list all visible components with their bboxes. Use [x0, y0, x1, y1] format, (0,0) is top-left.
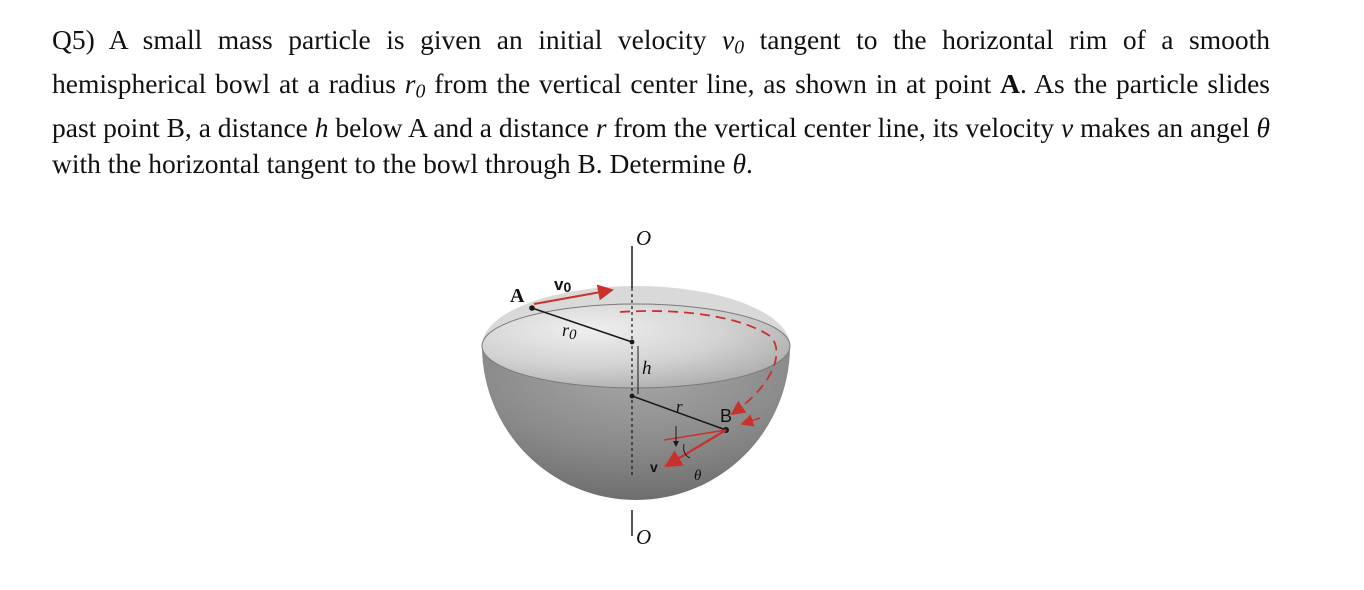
- variable-r0: $r_0$: [404, 67, 426, 103]
- label-point-b: B: [720, 406, 733, 426]
- bowl-inner-surface: [482, 304, 790, 388]
- question-segment-5: below A and a distance: [328, 111, 596, 143]
- variable-v: v: [1060, 111, 1074, 143]
- label-v0: v0: [554, 275, 572, 295]
- bowl-diagram: [470, 218, 810, 558]
- variable-r: r: [595, 111, 607, 143]
- label-h: h: [642, 358, 652, 379]
- question-segment-3: from the vertical center line, as shown in at point: [425, 67, 1001, 99]
- variable-v0: $v_0$: [722, 24, 745, 59]
- hemispherical-bowl-figure: [470, 218, 810, 558]
- variable-h: h: [314, 111, 329, 143]
- point-a-dot: [529, 305, 535, 311]
- label-v: v: [650, 459, 658, 475]
- label-top-o: O: [636, 226, 652, 250]
- label-r: r: [676, 397, 683, 416]
- question-segment-1: A small mass particle is given an initial velocity: [108, 24, 722, 55]
- question-number: Q5): [52, 24, 95, 55]
- label-r0: r0: [562, 320, 577, 343]
- question-segment-2: tangent to the horizontal rim of a smooth hemispherical bowl at a radius: [52, 24, 1270, 99]
- label-point-a: A: [510, 285, 525, 307]
- label-theta: θ: [694, 468, 702, 484]
- question-segment-6: from the vertical center line, its velocity: [606, 111, 1061, 143]
- question-text: [52, 22, 1270, 183]
- question-segment-8: with the horizontal tangent to the bowl through B. Determine: [52, 148, 733, 180]
- question-segment-7: makes an angel: [1073, 111, 1257, 143]
- variable-theta: θ: [1256, 111, 1270, 143]
- variable-theta-2: θ: [732, 148, 746, 180]
- rim-center-dot: [630, 340, 635, 345]
- question-segment-9: .: [746, 148, 753, 180]
- point-a-label: A: [1000, 67, 1020, 99]
- question-segment-4: . As the particle slides past point B, a distance: [52, 67, 1270, 143]
- label-bottom-o: O: [636, 525, 652, 549]
